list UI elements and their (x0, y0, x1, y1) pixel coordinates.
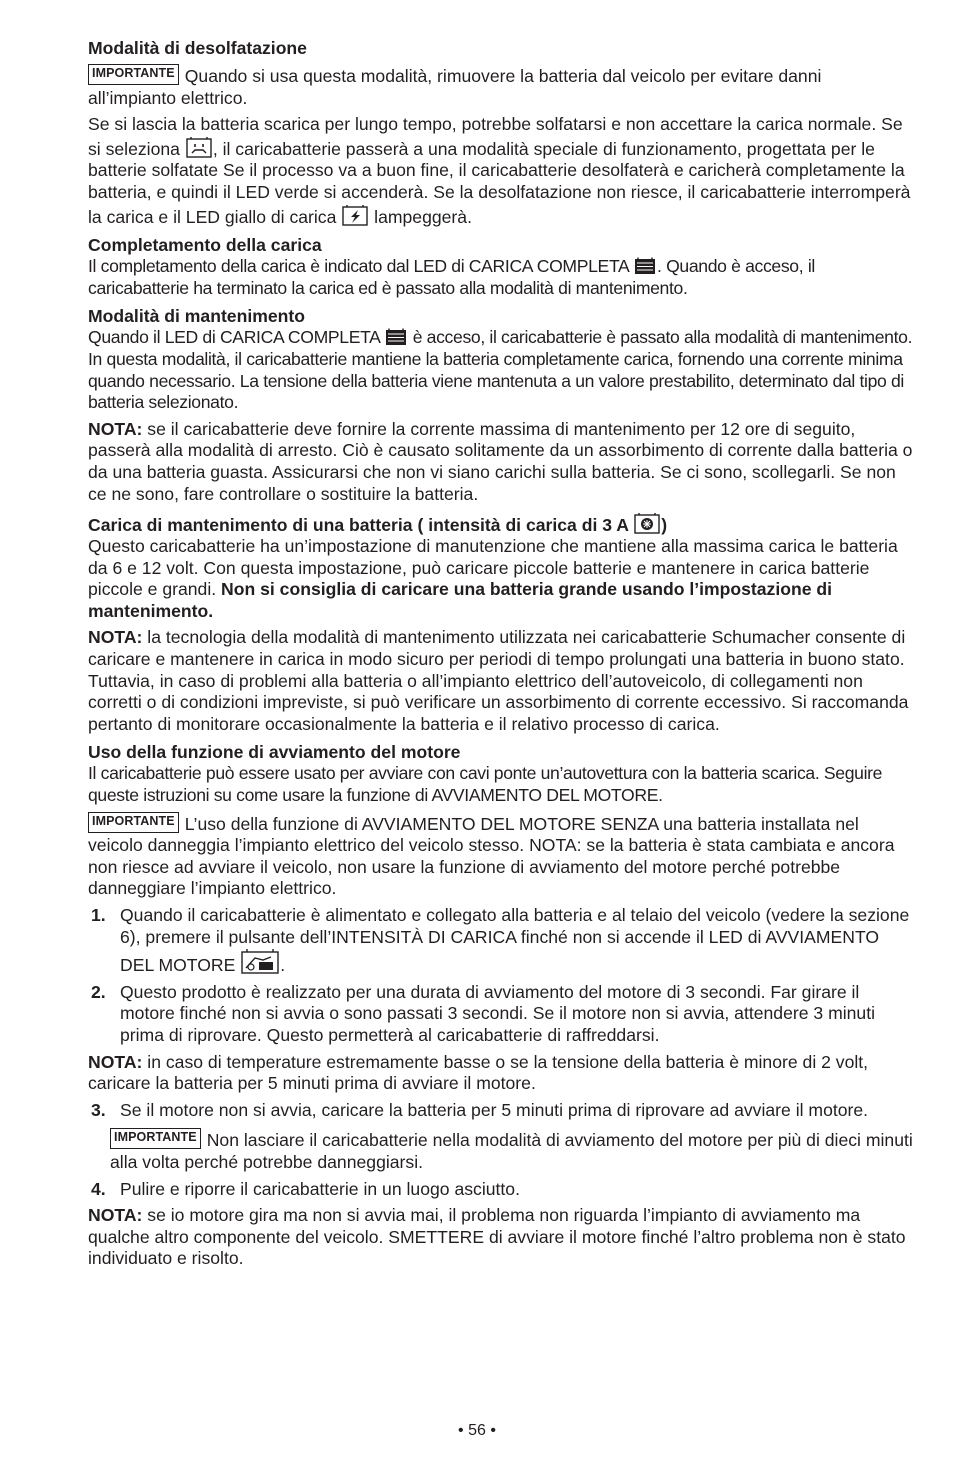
charging-bolt-icon (342, 204, 368, 226)
maintain-battery-icon (634, 512, 660, 534)
note-label: NOTA: (88, 1051, 143, 1072)
list-item: 4. Pulire e riporre il caricabatterie in un luogo asciutto. (91, 1178, 520, 1199)
full-battery-icon (385, 328, 407, 346)
note-label: NOTA: (88, 1205, 143, 1226)
engine-start-icon (241, 948, 279, 974)
important-badge: IMPORTANTE (88, 64, 179, 85)
paragraph: Il caricabatterie può essere usato per avviare con cavi ponte un’autovettura con la batteria scarica. Seguire queste istruzioni su come usare la funzione di AVVIAMENTO DEL MOTORE. (88, 763, 883, 806)
note-paragraph: NOTA: in caso di temperature estremamente basse o se la tensione della batteria è minore di 2 volt, caricare la batteria per 5 minuti prima di avviare il motore. (88, 1051, 869, 1094)
list-item: 2. Questo prodotto è realizzato per una durata di avviamento del motore di 3 secondi. Far girare il motore finché non si avvia o sono passati 3 secondi. Se il motore non si avvia, attendere 3 minuti prima di riprovare. Questo permetterà al caricabatterie di raffreddarsi. (91, 981, 875, 1045)
section-title-maintenance-mode: Modalità di mantenimento (88, 306, 306, 327)
note-paragraph: NOTA: la tecnologia della modalità di mantenimento utilizzata nei caricabatterie Schumacher consente di caricare e mantenere in carica in modo sicuro per periodi di tempo prolungati una batteria in buono stato. Tuttavia, in caso di problemi alla batteria o all’impianto elettrico dell’autoveicolo, di collegamenti non corretti o di condizioni impreviste, si può verificare un assorbimento di corrente eccessivo. Si raccomanda pertanto di monitorare occasionalmente la batteria e il relativo processo di carica. (88, 627, 909, 734)
section-title-desulfation: Modalità di desolfatazione (88, 38, 307, 58)
important-badge: IMPORTANTE (88, 812, 179, 833)
important-note: IMPORTANTE Non lasciare il caricabatterie nella modalità di avviamento del motore per più di dieci minuti alla volta perché potrebbe danneggiarsi. (110, 1130, 913, 1172)
section-title-trickle-charge: Carica di mantenimento di una batteria ( intensità di carica di 3 A ) (88, 512, 914, 536)
section-title-engine-start: Uso della funzione di avviamento del motore (88, 742, 461, 763)
section-title-charge-complete: Completamento della carica (88, 235, 322, 256)
list-item: 1. Quando il caricabatterie è alimentato e collegato alla batteria e al telaio del veicolo (vedere la sezione 6), premere il pulsante dell’INTENSITÀ DI CARICA finché non si accende il LED di AVVIAMENTO DEL MOTORE . (91, 905, 910, 976)
full-battery-icon (634, 257, 656, 275)
page-content (88, 38, 914, 1270)
paragraph: Il completamento della carica è indicato dal LED di CARICA COMPLETA . Quando è acceso, il caricabatterie ha terminato la carica ed è passato alla modalità di mantenimento. (88, 256, 815, 298)
page-number: • 56 • (458, 1422, 496, 1439)
note-paragraph: NOTA: se io motore gira ma non si avvia mai, il problema non riguarda l’impianto di avviamento ma qualche altro componente del veicolo. SMETTERE di avviare il motore finché l’altro problema non è stato individuato e risolto. (88, 1205, 906, 1269)
paragraph: Questo caricabatterie ha un’impostazione di manutenzione che mantiene alla massima carica le batteria da 6 e 12 volt. Con questa impostazione, può caricare piccole batterie e mantenere in carica batterie piccole e grandi. Non si consiglia di caricare una batteria grande usando l’impostazione di mantenimento. (88, 536, 898, 621)
sad-battery-icon (186, 136, 212, 158)
important-note: IMPORTANTE L’uso della funzione di AVVIAMENTO DEL MOTORE SENZA una batteria installata nel veicolo danneggia l’impianto elettrico del veicolo stesso. NOTA: se la batteria è stata cambiata e ancora non riesce ad avviare il veicolo, non usare la funzione di avviamento del motore perché potrebbe danneggiare l’impianto elettrico. (88, 813, 895, 899)
paragraph: Se si lascia la batteria scarica per lungo tempo, potrebbe solfatarsi e non accettare la carica normale. Se si seleziona , il caricabatterie passerà a una modalità speciale di funzionamento, progettata per le batterie solfatate Se il processo va a buon fine, il caricabatterie desolfaterà e caricherà completamente la batteria, e quindi il LED verde si accenderà. Se la desolfatazione non riesce, il caricabatterie interromperà la carica e il LED giallo di carica lampeggerà. (88, 114, 911, 227)
note-label: NOTA: (88, 627, 143, 648)
note-paragraph: NOTA: se il caricabatterie deve fornire la corrente massima di mantenimento per 12 ore di seguito, passerà alla modalità di arresto. Ciò è causato solitamente da un assorbimento di corrente dalla batteria o da una batteria guasta. Assicurarsi che non vi siano carichi sulla batteria. Se ci sono, scollegarli. Se non ce ne sono, fare controllare o sostituire la batteria. (88, 418, 913, 504)
important-note: IMPORTANTE Quando si usa questa modalità, rimuovere la batteria dal veicolo per evitare danni all’impianto elettrico. (88, 66, 822, 108)
paragraph: Quando il LED di CARICA COMPLETA è acceso, il caricabatterie è passato alla modalità di mantenimento. In questa modalità, il caricabatterie mantiene la batteria completamente carica, fornendo una corrente minima quando necessario. La tensione della batteria viene mantenuta a un valore prestabilito, determinato dal tipo di batteria selezionato. (88, 327, 913, 413)
important-badge: IMPORTANTE (110, 1128, 201, 1149)
list-item: 3. Se il motore non si avvia, caricare la batteria per 5 minuti prima di riprovare ad avviare il motore. (91, 1099, 869, 1120)
note-label: NOTA: (88, 418, 143, 439)
